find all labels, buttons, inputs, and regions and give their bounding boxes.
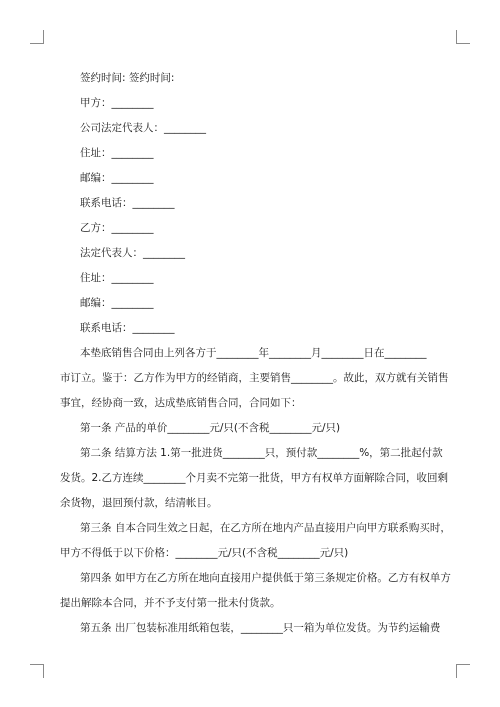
article-4-line-2: 提出解除本合同，并不予支付第一批未付货款。 — [60, 597, 281, 609]
party-b-address: 住址：________ — [80, 272, 154, 284]
article-5-line-1: 第五条 出厂包装标准用纸箱包装，________只一箱为单位发货。为节约运输费 — [80, 622, 441, 634]
party-a-name: 甲方：________ — [80, 97, 154, 109]
article-1: 第一条 产品的单价________元/只(不含税________元/只) — [80, 422, 341, 434]
corner-mark-top-right — [456, 30, 470, 44]
article-3-line-1: 第三条 自本合同生效之日起，在乙方所在地内产品直接用户向甲方联系购买时， — [80, 522, 451, 534]
article-2-line-1: 第二条 结算方法 1.第一批进货________只，预付款________%，第二批起付款 — [80, 447, 443, 459]
party-a-address: 住址：________ — [80, 147, 154, 159]
party-a-phone: 联系电话：________ — [80, 197, 175, 209]
article-3-line-2: 甲方不得低于以下价格：________元/只(不含税________元/只) — [60, 547, 349, 559]
party-b-name: 乙方：________ — [80, 222, 154, 234]
corner-mark-top-left — [30, 30, 44, 44]
corner-mark-bottom-right — [456, 664, 470, 678]
corner-mark-bottom-left — [30, 664, 44, 678]
intro-line-2: 市订立。鉴于：乙方作为甲方的经销商，主要销售________。故此，双方就有关销售 — [60, 372, 449, 384]
party-a-legal-rep: 公司法定代表人：________ — [80, 122, 206, 134]
sign-time: 签约时间: 签约时间: — [80, 72, 175, 84]
party-a-postcode: 邮编：________ — [80, 172, 154, 184]
party-b-postcode: 邮编：________ — [80, 297, 154, 309]
article-2-line-2: 发货。2.乙方连续________个月卖不完第一批货，甲方有权单方面解除合同，收回剩 — [60, 472, 449, 484]
intro-line-1: 本垫底销售合同由上列各方于________年________月________日在________ — [80, 347, 427, 359]
intro-line-3: 事宜，经协商一致，达成垫底销售合同，合同如下： — [60, 397, 302, 409]
party-b-phone: 联系电话：________ — [80, 322, 175, 334]
article-2-line-3: 余货物，退回预付款，结清帐目。 — [60, 497, 218, 509]
article-4-line-1: 第四条 如甲方在乙方所在地向直接用户提供低于第三条规定价格。乙方有权单方 — [80, 572, 451, 584]
party-b-legal-rep: 法定代表人：________ — [80, 247, 185, 259]
